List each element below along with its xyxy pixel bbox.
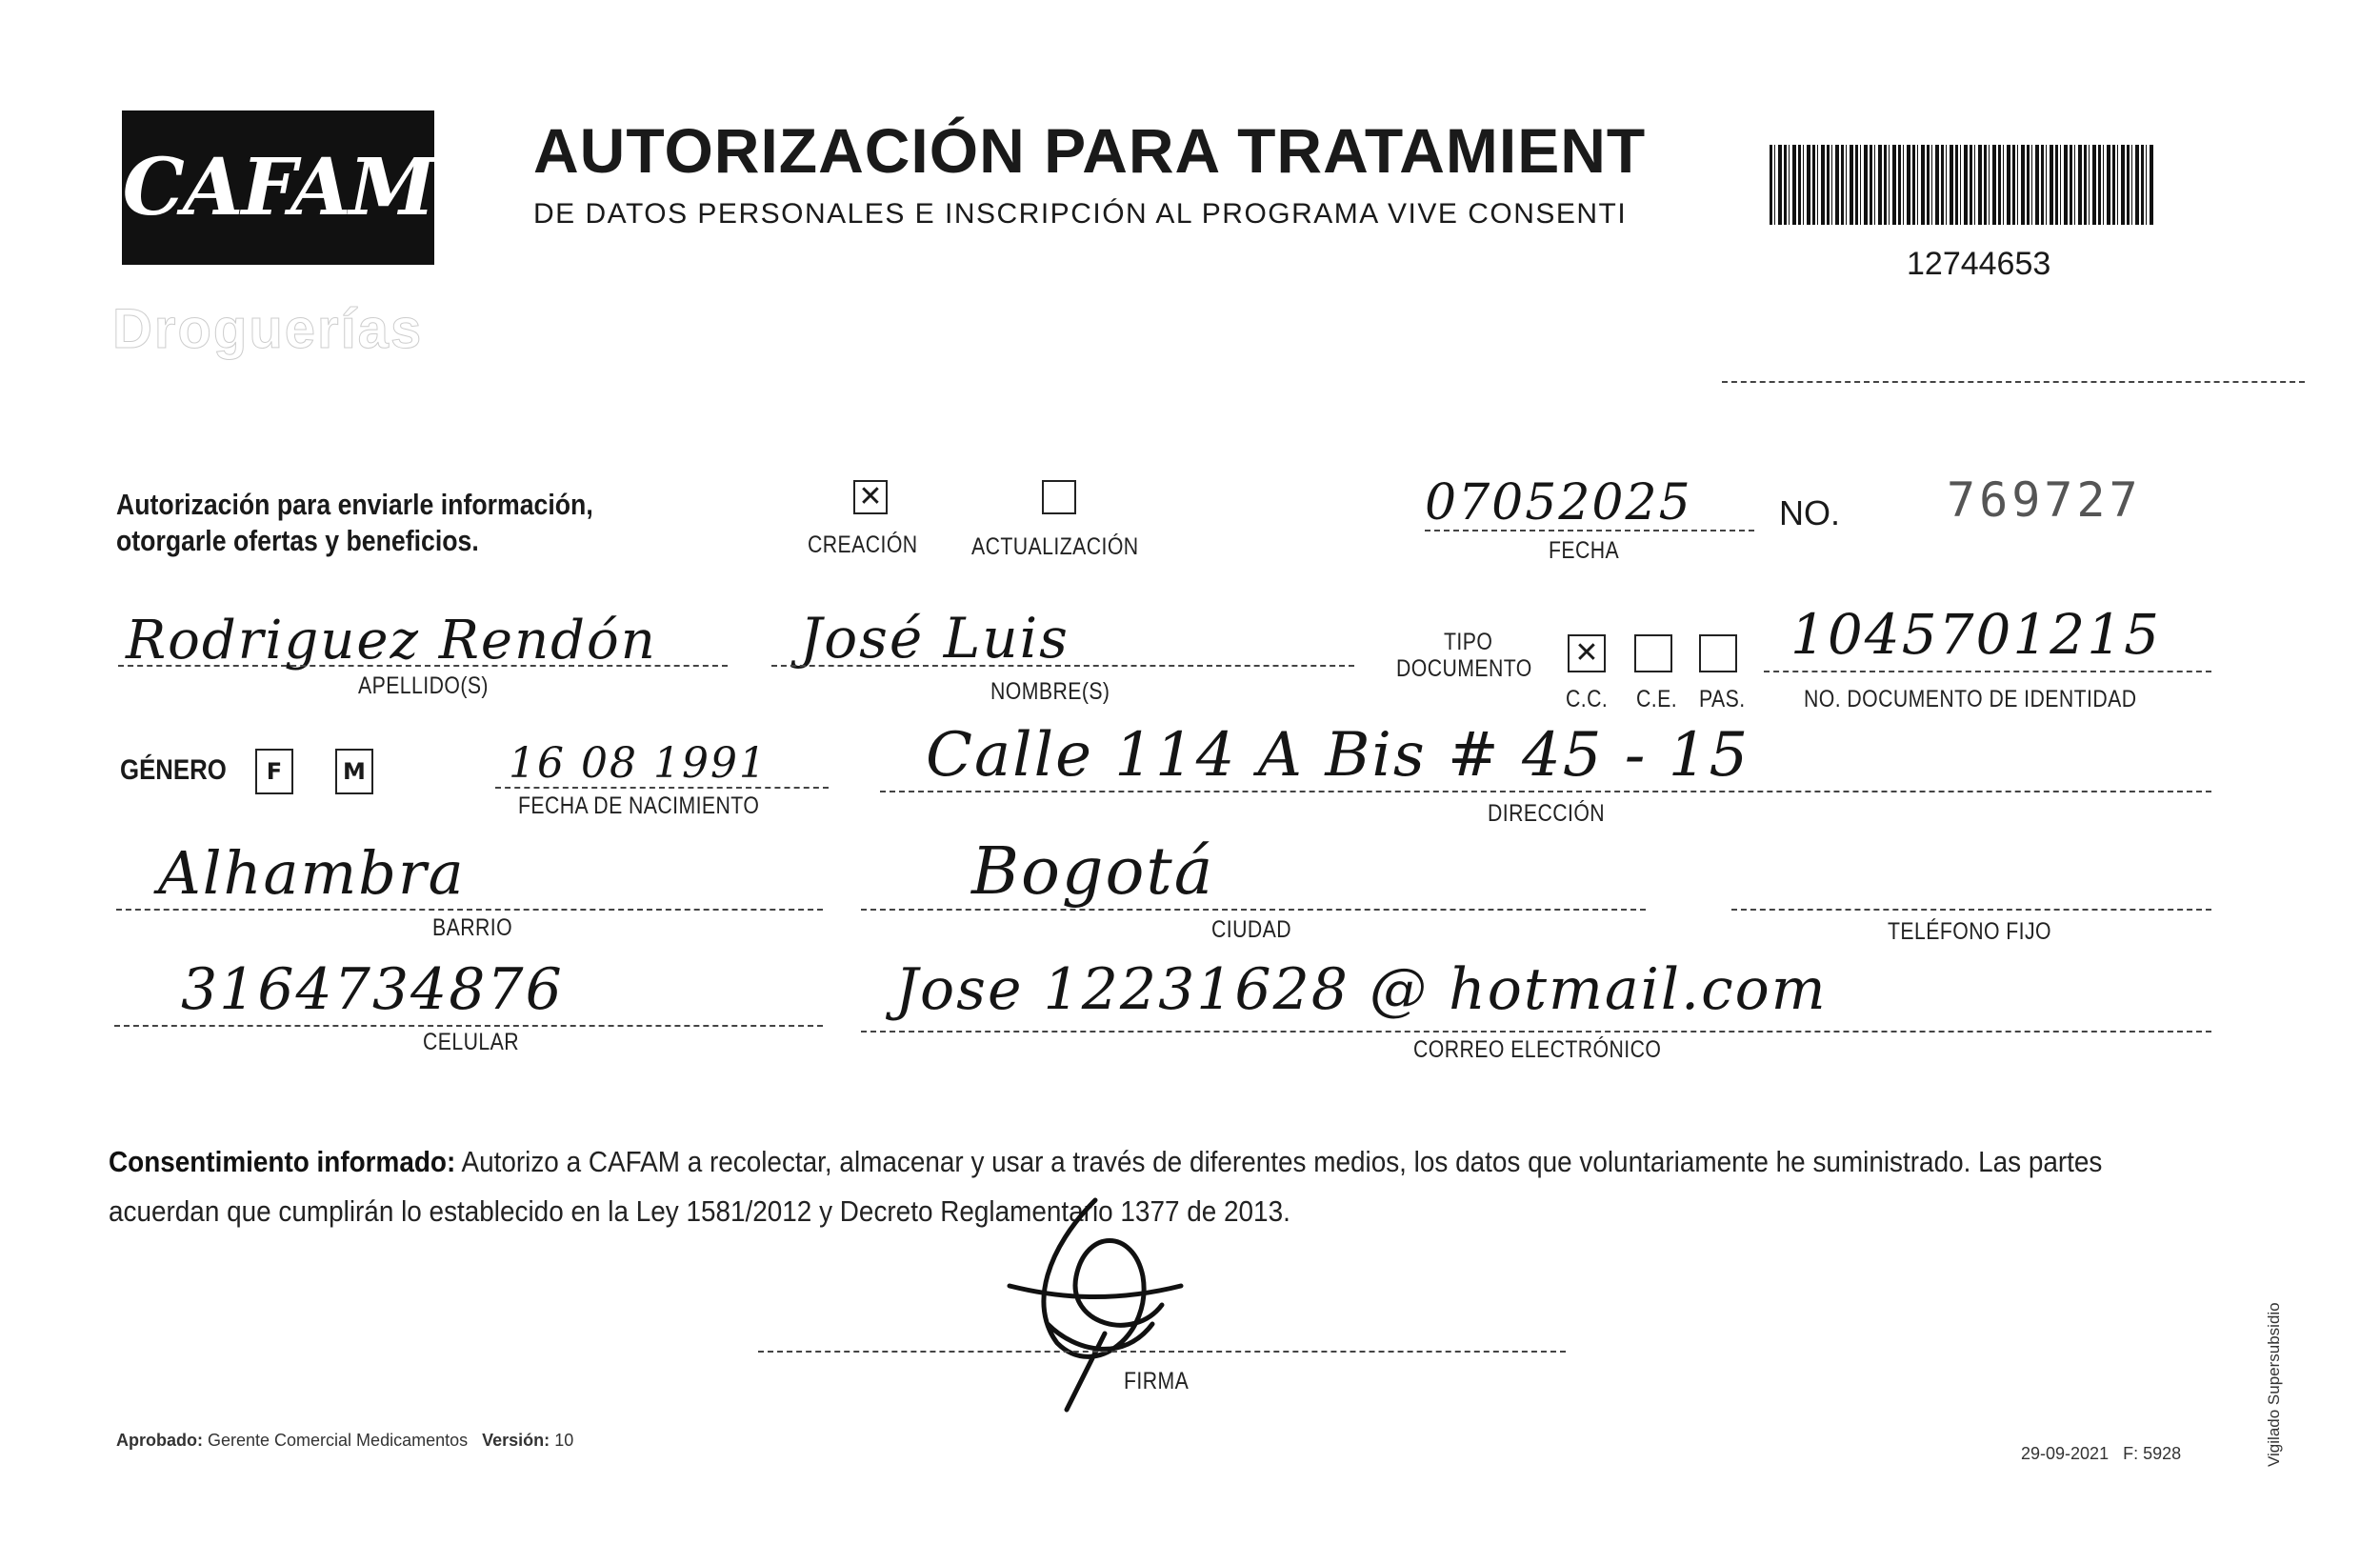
barrio-label: BARRIO: [432, 914, 513, 941]
ciudad-line: [861, 909, 1646, 911]
supersubsidio-mark: Vigilado Supersubsidio: [2265, 1302, 2283, 1467]
genero-m-checkbox[interactable]: [335, 749, 373, 794]
header-divider: [1722, 381, 2305, 383]
version-label: Versión:: [482, 1431, 550, 1450]
barcode: [1770, 145, 2154, 225]
authorization-text-line1: Autorización para enviarle información,: [116, 488, 593, 521]
aprobado-label: Aprobado:: [116, 1431, 203, 1450]
logo-text: CAFAM: [122, 142, 434, 233]
document-subtitle: DE DATOS PERSONALES E INSCRIPCIÓN AL PROGRAMA VIVE CONSENTI: [533, 198, 1628, 230]
direccion-label: DIRECCIÓN: [1488, 800, 1606, 827]
barrio-value[interactable]: Alhambra: [158, 838, 466, 908]
nombres-value[interactable]: José Luis: [800, 606, 1070, 671]
celular-line: [114, 1025, 823, 1027]
footer-codes: [2021, 1444, 2181, 1464]
genero-f-label: F: [266, 758, 283, 785]
genero-label: GÉNERO: [120, 754, 227, 786]
fecha-nacimiento-label: FECHA DE NACIMIENTO: [518, 792, 760, 819]
cc-checkbox[interactable]: [1568, 634, 1606, 672]
firma-label: FIRMA: [1124, 1368, 1190, 1394]
barrio-line: [116, 909, 823, 911]
fecha-nacimiento-value[interactable]: 16 08 1991: [509, 739, 768, 788]
pas-checkbox[interactable]: [1699, 634, 1737, 672]
celular-value[interactable]: 3164734876: [181, 956, 564, 1023]
creation-checkbox[interactable]: [853, 480, 888, 514]
consent-body: Autorizo a CAFAM a recolectar, almacenar y usar a través de diferentes medios, los datos que voluntariamente he suministrado. Las partes acuerdan que cumplirán lo establecido en la Ley 1581/2012 y Decreto Reglamentario 1377 de 2013.: [109, 1145, 2103, 1228]
no-label: NO.: [1779, 493, 1841, 532]
cafam-logo: [122, 110, 434, 265]
update-checkbox[interactable]: [1042, 480, 1076, 514]
check-mark-icon: ✕: [858, 480, 883, 513]
authorization-text-line2: otorgarle ofertas y beneficios.: [116, 524, 479, 557]
telefono-line[interactable]: [1731, 909, 2211, 911]
documento-label: NO. DOCUMENTO DE IDENTIDAD: [1804, 686, 2137, 712]
correo-label: CORREO ELECTRÓNICO: [1413, 1036, 1662, 1063]
firma-line[interactable]: [758, 1351, 1566, 1353]
pas-label: PAS.: [1699, 686, 1746, 712]
apellidos-value[interactable]: Rodriguez Rendón: [126, 610, 657, 672]
ce-checkbox[interactable]: [1634, 634, 1672, 672]
date-code: 29-09-2021: [2021, 1444, 2110, 1463]
update-label: ACTUALIZACIÓN: [971, 533, 1139, 560]
telefono-label: TELÉFONO FIJO: [1888, 918, 2052, 945]
correo-value[interactable]: Jose 12231628 @ hotmail.com: [895, 956, 1828, 1023]
form-code: F: 5928: [2123, 1444, 2182, 1463]
genero-m-label: M: [343, 758, 366, 785]
ce-label: C.E.: [1636, 686, 1678, 712]
document-title: AUTORIZACIÓN PARA TRATAMIENT: [533, 115, 1647, 186]
documento-line: [1764, 671, 2211, 672]
version-value: 10: [554, 1431, 574, 1450]
documento-value[interactable]: 1045701215: [1790, 602, 2162, 667]
no-value: 769727: [1947, 472, 2142, 528]
nombres-label: NOMBRE(S): [990, 678, 1110, 705]
celular-label: CELULAR: [423, 1029, 520, 1055]
tipo-label-line2: DOCUMENTO: [1396, 655, 1532, 682]
creation-label: CREACIÓN: [808, 531, 918, 558]
aprobado-value: Gerente Comercial Medicamentos: [208, 1431, 469, 1450]
logo-subtitle: Droguerías: [112, 298, 424, 360]
tipo-label-line1: TIPO: [1444, 629, 1493, 655]
cc-label: C.C.: [1566, 686, 1609, 712]
direccion-line: [880, 791, 2211, 792]
barcode-number: 12744653: [1907, 246, 2051, 282]
direccion-value[interactable]: Calle 114 A Bis # 45 - 15: [926, 720, 1750, 791]
apellidos-line: [118, 665, 728, 667]
ciudad-value[interactable]: Bogotá: [971, 834, 1215, 910]
fecha-line: [1425, 530, 1754, 531]
genero-f-checkbox[interactable]: [255, 749, 293, 794]
fecha-label: FECHA: [1549, 537, 1620, 564]
fecha-value[interactable]: 07052025: [1425, 474, 1692, 531]
consent-heading: Consentimiento informado:: [109, 1145, 456, 1178]
correo-line: [861, 1031, 2211, 1033]
footer-approval: [116, 1431, 573, 1451]
apellidos-label: APELLIDO(S): [358, 672, 489, 699]
check-mark-icon: ✕: [1574, 636, 1599, 670]
ciudad-label: CIUDAD: [1211, 916, 1292, 943]
nombres-line: [771, 665, 1354, 667]
fecha-nacimiento-line: [495, 787, 829, 789]
